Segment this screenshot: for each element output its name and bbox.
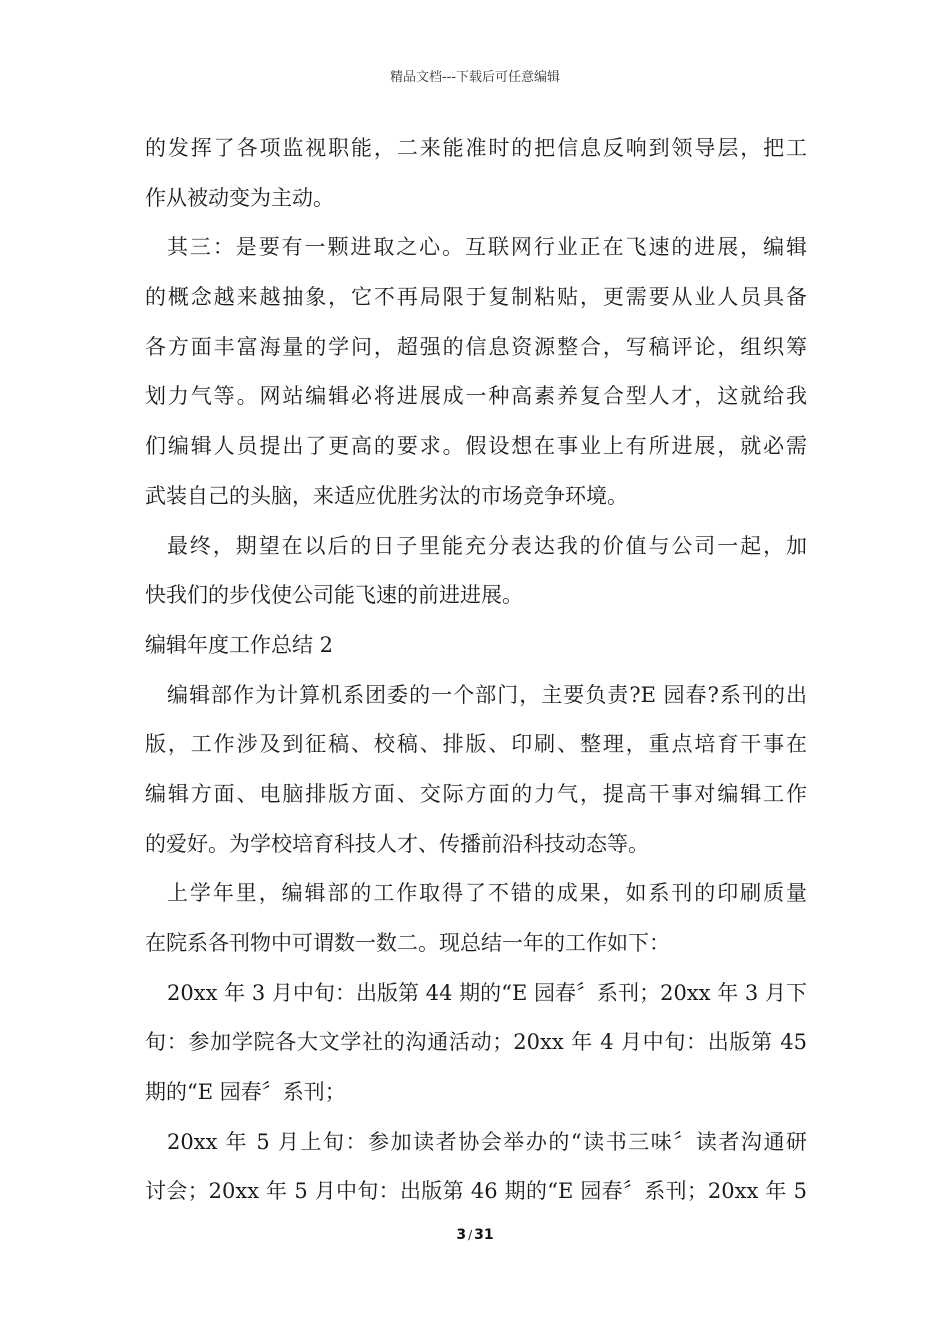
- text-line-4: 的概念越来越抽象，它不再局限于复制粘贴，更需要从业人员具备: [145, 285, 807, 310]
- text-line-22: 讨会；20xx 年 5 月中旬：出版第 46 期的“E 园春〞系刊；20xx 年 5: [145, 1179, 807, 1204]
- text-line-17: 在院系各刊物中可谓数一数二。现总结一年的工作如下：: [145, 931, 670, 955]
- text-line-14: 编辑方面、电脑排版方面、交际方面的力气，提高干事对编辑工作: [145, 781, 807, 806]
- text-line-20: 期的“E 园春〞系刊；: [145, 1080, 346, 1105]
- text-line-9: 最终，期望在以后的日子里能充分表达我的价值与公司一起，加: [167, 533, 807, 558]
- page-footer: [0, 1227, 950, 1243]
- page-header: [0, 66, 950, 85]
- text-line-2: 作从被动变为主动。: [145, 185, 334, 210]
- text-line-18: 20xx 年 3 月中旬：出版第 44 期的“E 园春〞系刊；20xx 年 3 月下: [167, 980, 807, 1005]
- text-line-19: 旬：参加学院各大文学社的沟通活动；20xx 年 4 月中旬：出版第 45: [145, 1030, 807, 1055]
- text-line-7: 们编辑人员提出了更高的要求。假设想在事业上有所进展，就必需: [145, 434, 807, 459]
- text-line-5: 各方面丰富海量的学问，超强的信息资源整合，写稿评论，组织筹: [145, 334, 807, 359]
- document-body: [145, 124, 807, 1217]
- text-line-8: 武装自己的头脑，来适应优胜劣汰的市场竞争环境。: [145, 483, 628, 508]
- text-line-21: 20xx 年 5 月上旬：参加读者协会举办的“读书三味〞读者沟通研: [167, 1129, 807, 1154]
- header-text: 精品文档---下载后可任意编辑: [389, 70, 561, 85]
- text-line-1: 的发挥了各项监视职能，二来能准时的把信息反响到领导层，把工: [145, 136, 807, 160]
- text-line-10: 快我们的步伐使公司能飞速的前进进展。: [145, 583, 523, 608]
- text-line-16: 上学年里，编辑部的工作取得了不错的成果，如系刊的印刷质量: [167, 881, 807, 906]
- page-number-current: 3: [456, 1227, 467, 1243]
- page-number-separator: /: [468, 1228, 473, 1242]
- text-line-13: 版，工作涉及到征稿、校稿、排版、印刷、整理，重点培育干事在: [145, 732, 807, 757]
- text-line-6: 划力气等。网站编辑必将进展成一种高素养复合型人才，这就给我: [145, 384, 807, 409]
- section-heading: 编辑年度工作总结 2: [145, 632, 334, 657]
- text-line-12: 编辑部作为计算机系团委的一个部门，主要负责?E 园春?系刊的出: [167, 682, 807, 707]
- page-number-total: 31: [474, 1227, 494, 1243]
- text-line-3: 其三：是要有一颗进取之心。互联网行业正在飞速的进展，编辑: [167, 235, 807, 260]
- text-line-15: 的爱好。为学校培育科技人才、传播前沿科技动态等。: [145, 831, 649, 856]
